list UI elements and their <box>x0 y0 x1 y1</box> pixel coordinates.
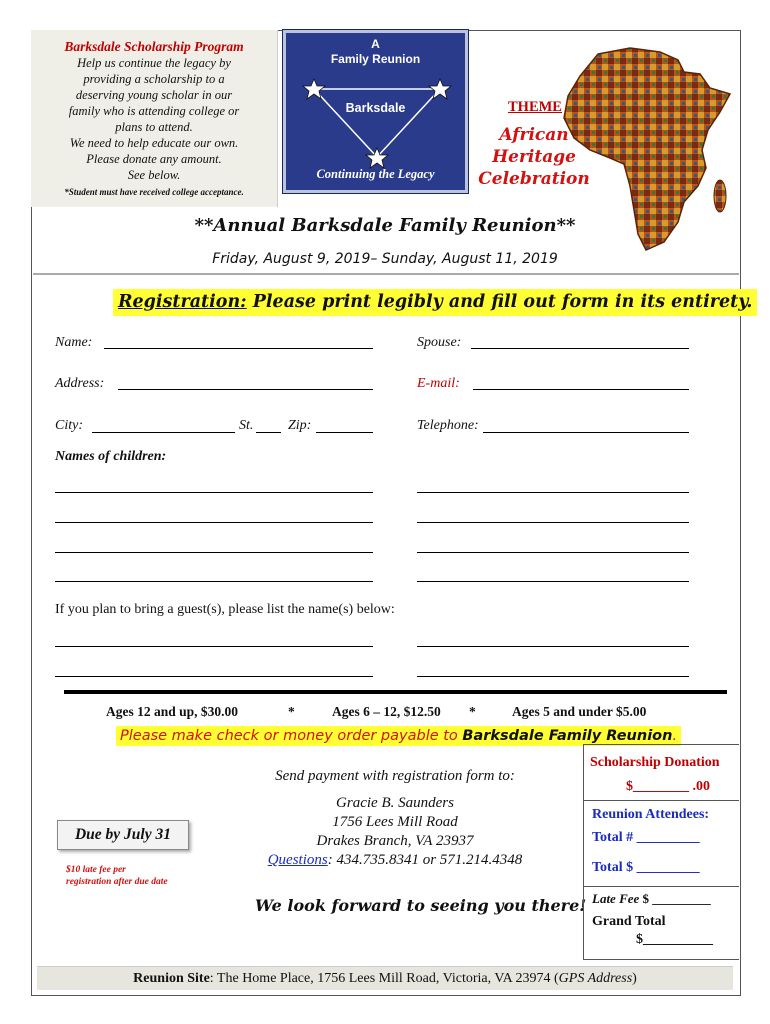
email-field[interactable] <box>473 389 689 390</box>
telephone-label: Telephone: <box>417 418 479 433</box>
city-field[interactable] <box>92 432 235 433</box>
theme-line1: African Heritage <box>492 125 576 167</box>
star-icon <box>303 79 451 168</box>
child-field[interactable] <box>55 552 373 553</box>
total-count-field[interactable]: Total # _________ <box>592 830 700 845</box>
guests-label: If you plan to bring a guest(s), please list the name(s) below: <box>55 602 395 617</box>
name-label: Name: <box>55 335 93 350</box>
scholarship-line: providing a scholarship to a <box>83 72 225 86</box>
state-field[interactable] <box>256 432 281 433</box>
child-field[interactable] <box>417 522 689 523</box>
site-gps: GPS Address <box>558 971 633 986</box>
zip-field[interactable] <box>316 432 373 433</box>
guest-field[interactable] <box>417 676 689 677</box>
telephone-field[interactable] <box>483 432 689 433</box>
logo-tagline: Continuing the Legacy <box>316 167 435 181</box>
scholarship-note: *Student must have received college acceptance. <box>64 187 244 197</box>
due-date-badge: Due by July 31 <box>57 820 189 850</box>
questions-line <box>230 851 560 870</box>
summary-box <box>583 744 739 960</box>
scholarship-line: We need to help educate our own. <box>69 136 239 150</box>
state-label: St. <box>239 418 254 433</box>
city-label: City: <box>55 418 83 433</box>
grand-total-label: Grand Total <box>592 914 666 929</box>
child-field[interactable] <box>417 581 689 582</box>
child-field[interactable] <box>55 492 373 493</box>
send-address <box>230 794 560 870</box>
payment-payee: Barksdale Family Reunion <box>462 728 673 744</box>
questions-phones: : 434.735.8341 or 571.214.4348 <box>327 852 523 868</box>
child-field[interactable] <box>55 581 373 582</box>
late-fee-blank: $ _________ <box>639 891 711 906</box>
scholarship-line: Help us continue the legacy by <box>77 56 231 70</box>
site-address: : The Home Place, 1756 Lees Mill Road, Victoria, VA 23974 ( <box>209 971 559 986</box>
registration-lead: Registration: <box>118 292 247 312</box>
guest-field[interactable] <box>55 646 373 647</box>
address-label: Address: <box>55 376 105 391</box>
late-note-line: $10 late fee per <box>66 865 126 875</box>
email-label: E-mail: <box>417 376 460 391</box>
donation-amount-field[interactable]: $________ .00 <box>626 779 710 794</box>
scholarship-line: deserving young scholar in our <box>75 88 233 102</box>
attendees-label: Reunion Attendees: <box>592 807 710 822</box>
payment-pre: Please make check or money order payable to <box>120 728 463 744</box>
thick-divider <box>64 690 727 694</box>
logo-name: Barksdale <box>345 101 406 115</box>
guest-field[interactable] <box>55 676 373 677</box>
send-intro: Send payment with registration form to: <box>275 768 515 784</box>
registration-rest: Please print legibly and fill out form in its entirety. <box>246 292 753 312</box>
zip-label: Zip: <box>288 418 312 433</box>
theme-label: THEME <box>508 99 562 115</box>
registration-instructions <box>113 289 757 316</box>
logo-line1: A <box>371 37 380 51</box>
late-fee-note <box>66 864 168 888</box>
children-label: Names of children: <box>55 449 167 464</box>
scholarship-line: See below. <box>127 168 181 182</box>
scholarship-box <box>31 30 278 207</box>
price-young: Ages 5 and under $5.00 <box>512 704 647 719</box>
reunion-site <box>37 966 733 990</box>
guest-field[interactable] <box>417 646 689 647</box>
logo-line2: Family Reunion <box>330 52 421 66</box>
late-fee-label: Late Fee <box>592 891 640 906</box>
name-field[interactable] <box>104 348 373 349</box>
total-dollars-field[interactable]: Total $ _________ <box>592 860 700 875</box>
late-fee-field[interactable] <box>592 891 711 907</box>
price-separator: * <box>469 704 476 719</box>
questions-label: Questions <box>267 852 328 868</box>
scholarship-line: family who is attending college or <box>68 104 240 118</box>
price-child: Ages 6 – 12, $12.50 <box>332 704 441 719</box>
child-field[interactable] <box>55 522 373 523</box>
child-field[interactable] <box>417 492 689 493</box>
theme-text <box>464 124 604 190</box>
payment-post: . <box>672 728 678 744</box>
send-street: 1756 Lees Mill Road <box>332 814 458 830</box>
payment-note <box>116 726 681 746</box>
grand-total-field[interactable]: $__________ <box>636 932 713 947</box>
scholarship-line: plans to attend. <box>115 120 193 134</box>
donation-label: Scholarship Donation <box>590 755 720 770</box>
scholarship-line: Please donate any amount. <box>86 152 222 166</box>
spouse-label: Spouse: <box>417 335 462 350</box>
scholarship-body <box>31 55 277 183</box>
page-title: **Annual Barksdale Family Reunion** <box>194 215 576 236</box>
theme-line2: Celebration <box>478 169 590 189</box>
price-adult: Ages 12 and up, $30.00 <box>106 704 239 719</box>
price-separator: * <box>288 704 295 719</box>
late-note-line: registration after due date <box>66 877 168 887</box>
site-end: ) <box>632 971 637 986</box>
child-field[interactable] <box>417 552 689 553</box>
event-dates: Friday, August 9, 2019– Sunday, August 11, 2019 <box>212 251 558 267</box>
scholarship-title: Barksdale Scholarship Program <box>64 39 244 54</box>
divider <box>33 273 739 275</box>
address-field[interactable] <box>118 389 373 390</box>
send-city: Drakes Branch, VA 23937 <box>316 833 474 849</box>
send-name: Gracie B. Saunders <box>336 795 454 811</box>
closing-message: We look forward to seeing you there! <box>255 896 587 915</box>
reunion-logo <box>283 30 468 193</box>
spouse-field[interactable] <box>471 348 689 349</box>
site-label: Reunion Site <box>133 971 210 986</box>
